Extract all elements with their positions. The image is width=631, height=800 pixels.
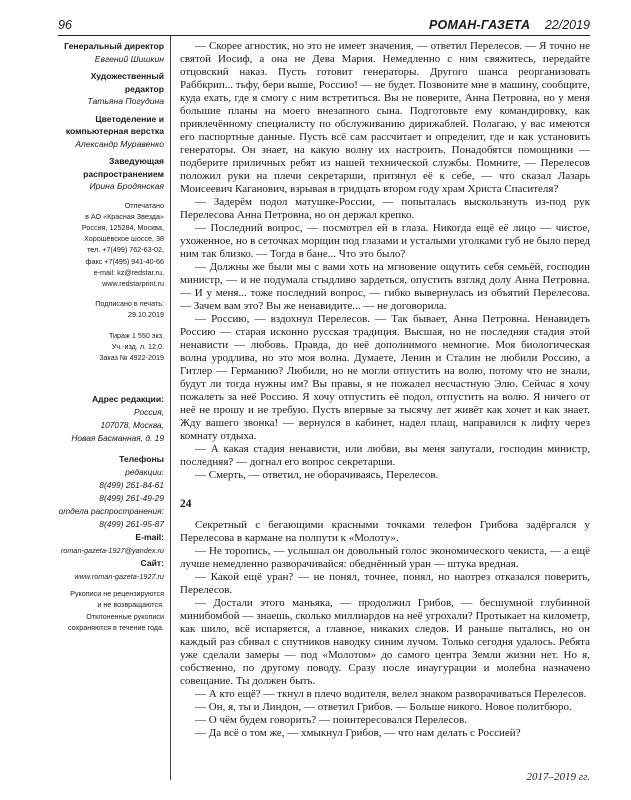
staff-role: Заведующая распространением xyxy=(83,156,164,179)
manuscript-notice xyxy=(58,588,164,633)
signed-info xyxy=(58,298,164,320)
signed-date: 29.10.2019 xyxy=(128,310,164,320)
paragraph: — Задерём подол матушке-России, — попыталась выскользнуть из-под рук Перелесова Анна Петровна, но он держал крепко. xyxy=(180,196,590,221)
staff-name: Татьяна Погудина xyxy=(87,96,164,106)
email-label: E-mail: xyxy=(135,532,164,543)
paragraph: — Достали этого маньяка, — продолжил Грибов, — бесшумной глубинной минибомбой — знаешь, сколько миллиардов на неё угрохали? Протыкает на километр, как шило, всё испаряется, а главное, никаких следов. И раньше пытались, но он каждый раз сбивал с спутников наводку синим лучом. Только сегодня удалось. Ребята уже сделали замеры — под «Молотом» до самого центра Земли жизни нет. Но я, собственно, по другому поводу. Сразу после инаугурации и молебна назначено совещание. Ты должен быть. xyxy=(180,597,590,687)
staff-role: Художественный редактор xyxy=(90,71,164,94)
notice-line: сохраняются в течение года. xyxy=(68,622,164,632)
print-line: e-mail: kz@redstar.ru, xyxy=(93,267,164,277)
print-line: факс +7(495) 941-40-66 xyxy=(85,256,164,266)
paragraph: — А какая стадия ненависти, или любви, вы меня запутали, господин министр, последняя? — догнал его вопрос секретарши. xyxy=(180,443,590,468)
article-body xyxy=(180,40,590,740)
paragraph: — Россию, — вздохнул Перелесов. — Так бывает, Анна Петровна. Ненавидеть Россию — старая исконно русская традиция. Высшая, но не последняя стадия этой ненависти — любовь. Правда, до неё дополнимого немногие. Моя биологическая волна уродлива, но это моя волна. Думаете, Ленин и Сталин не любили Россию, а Гитлер — Германию? Любили, но не могли отпустить на волю, потому что не знали, будут ли тогда нужны им? Вы правы, я не пожалел несчастную Элю. Сейчас я хочу пожалеть за неё Россию. Я хочу отпустить её подол, отпустить на волю. Я ничего от неё не прошу и не требую. Пусть впервые за тысячу лет живёт как хочет и как знает. Жду вашего звонка! — вернулся в кабинет, надел плащ, направился к лифту через комнату отдыха. xyxy=(180,313,590,442)
staff-role: Генеральный директор xyxy=(64,41,164,51)
paragraph: — Он, я, ты и Линдон, — ответил Грибов. — Больше никого. Новое политбюро. xyxy=(195,701,572,713)
print-info xyxy=(58,200,164,290)
staff-role: Цветоделение и компьютерная верстка xyxy=(65,113,164,136)
phones-label: Телефоны xyxy=(119,454,164,465)
phone-number: 8(499) 261-95-87 xyxy=(99,519,164,530)
address-line: 107078, Москва, xyxy=(100,420,164,431)
page-number: 96 xyxy=(58,18,72,32)
staff-name: Евгений Шишкин xyxy=(94,53,164,64)
print-line: Отпечатано xyxy=(124,200,164,210)
paragraph: — А кто ещё? — ткнул в плечо водителя, велел знаком разворачиваться Перелесов. xyxy=(195,688,587,700)
circulation-info xyxy=(58,330,164,364)
notice-line: Рукописи не рецензируются xyxy=(70,589,164,599)
notice-line: Отклоненные рукописи xyxy=(86,611,164,621)
paragraph: — О чём будем говорить? — поинтересовался Перелесов. xyxy=(195,714,467,726)
staff-name: Ирина Бродянская xyxy=(89,181,164,191)
magazine-title: РОМАН-ГАЗЕТА xyxy=(429,18,531,32)
chapter-number: 24 xyxy=(180,498,192,510)
header-rule xyxy=(58,35,590,36)
paragraph: — Не торопись, — услышал он довольный голос экономического чекиста, — а ещё лучше немедленно разворачивайся: обеднённый уран — штука вредная. xyxy=(180,545,590,570)
print-line: в АО «Красная Звезда» xyxy=(85,211,164,221)
article-years: 2017–2019 гг. xyxy=(526,771,590,783)
circulation-line: Уч.-изд. л. 12,0. xyxy=(111,341,164,351)
imprint-sidebar xyxy=(58,40,164,638)
paragraph: — Последний вопрос, — посмотрел ей в глаза. Никогда ещё её лицо — чистое, ухоженное, но в сеточках морщин под глазами и усталыми уголками губ не было перед ним так близко. — Тогда в бане... Что это было? xyxy=(180,222,590,260)
circulation-line: Тираж 1 550 экз. xyxy=(108,330,164,340)
staff-art-editor xyxy=(58,70,164,108)
paragraph: — Да всё о том же, — хмыкнул Грибов, — что нам делать с Россией? xyxy=(195,727,521,739)
email-address: roman-gazeta-1927@yandex.ru xyxy=(60,546,164,556)
column-divider xyxy=(170,36,171,780)
paragraph: — Должны же были мы с вами хоть на мгновение ощутить себя семьёй, господин министр, — и не подумала стыдливо зардеться, опустить взгляд долу Анна Петровна. — И у меня... тоже последний вопрос, — гибко вывернулась из объятий Перелесова. — Зачем вам это? Вы же ненавидите... — не договорила. xyxy=(180,261,590,312)
staff-director xyxy=(58,40,164,65)
signed-label: Подписано в печать: xyxy=(95,299,164,309)
address-line: Новая Басманная, д. 19 xyxy=(71,433,164,444)
print-line: тел. +7(499) 762-63-02, xyxy=(87,245,164,255)
staff-name: Александр Муравенко xyxy=(75,138,164,149)
address-label: Адрес редакции: xyxy=(91,394,164,405)
circulation-line: Заказ № 4922-2019 xyxy=(99,352,164,362)
paragraph: — Смерть, — ответил, не оборачиваясь, Перелесов. xyxy=(195,469,439,481)
address-line: Россия, xyxy=(134,407,164,418)
print-line: Россия, 125284, Москва, xyxy=(81,222,164,232)
site-address: www.roman-gazeta-1927.ru xyxy=(74,572,164,582)
address-block xyxy=(58,393,164,445)
print-line: www.redstarprint.ru xyxy=(102,278,164,288)
staff-distribution xyxy=(58,155,164,193)
site-label: Сайт: xyxy=(140,558,164,569)
print-line: Хорошёвское шоссе, 38 xyxy=(84,234,164,244)
phone-number: 8(499) 261-49-29 xyxy=(99,493,164,504)
phone-number: 8(499) 261-84-61 xyxy=(99,480,164,491)
notice-line: и не возвращаются. xyxy=(97,600,164,610)
distribution-label: отдела распространения: xyxy=(58,506,164,517)
page-header xyxy=(58,18,590,36)
paragraph: — Скорее агностик, но это не имеет значения, — ответил Перелесов. — Я точно не святой Иосиф, а она не Дева Мария. Немедленно с ним свяжитесь, передайте отцовский наказ. Пусть готовит генераторы. Другого шанса реорганизовать Раббкрип... тьфу, бери выше, Россию! — не будет. Позвоните мне в машину, сообщите, куда ехать, где я смогу с ним встретиться. Вы не поверите, Анна Петровна, но у меня большие планы на моего внезапного сына. Подготовьте ему командировку, как привлечённому специалисту по обслуживанию дирижаблей. Полагаю, у вас имеются его паспортные данные. Пусть всё сам рассчитает и определит, где и как установить генераторы. Он знает, на какую волну их настроить. Понадобятся помощники — подберите приличных ребят из нашей технической службы. Помните, — Перелесов положил руки на плечи секретарши, притянул её к себе, — что сказал Лазарь Моисеевич Каганович, взрывая в тридцать втором году храм Христа Спасителя? xyxy=(180,40,590,195)
issue-number: 22/2019 xyxy=(544,18,590,32)
staff-layout xyxy=(58,113,164,151)
paragraph: Секретный с бегающими красными точками телефон Грибова задёргался у Перелесова в кармане на полпути к «Молоту». xyxy=(180,519,590,544)
editorial-label: редакции: xyxy=(125,467,164,478)
paragraph: — Какой ещё уран? — не понял, точнее, понял, но наотрез отказался поверить, Перелесов. xyxy=(180,571,590,596)
contacts-block xyxy=(58,453,164,583)
